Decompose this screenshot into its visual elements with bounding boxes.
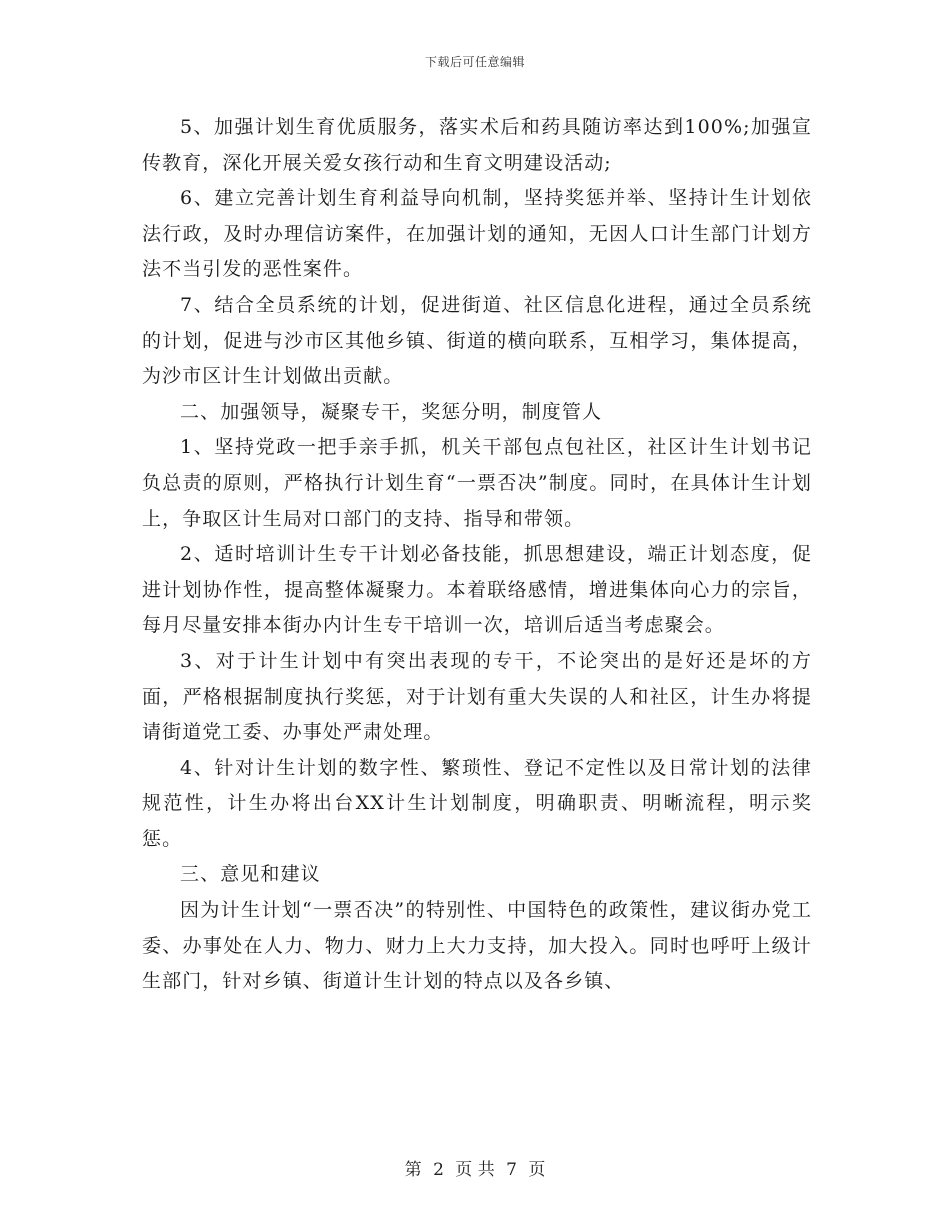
paragraph-section2-item-4: 4、针对计生计划的数字性、繁琐性、登记不定性以及日常计划的法律规范性，计生办将出台XX计生计划制度，明确职责、明晰流程，明示奖惩。 (142, 756, 812, 850)
footer-current-page: 2 (433, 1160, 444, 1180)
section-heading-2: 二、加强领导，凝聚专干，奖惩分明，制度管人 (180, 400, 603, 423)
footer-prefix: 第 (404, 1160, 422, 1180)
paragraph-item-7: 7、结合全员系统的计划，促进街道、社区信息化进程，通过全员系统的计划，促进与沙市区其他乡镇、街道的横向联系，互相学习，集体提高，为沙市区计生计划做出贡献。 (142, 293, 812, 388)
page-header: 下载后可任意编辑 (424, 55, 525, 69)
paragraph-item-5: 5、加强计划生育优质服务，落实术后和药具随访率达到100%;加强宣传教育，深化开展关爱女孩行动和生育文明建设活动; (142, 116, 812, 174)
paragraph-item-6: 6、建立完善计划生育利益导向机制，坚持奖惩并举、坚持计生计划依法行政，及时办理信访案件，在加强计划的通知，无因人口计生部门计划方法不当引发的恶性案件。 (142, 187, 812, 281)
paragraph-section3-body: 因为计生计划“一票否决”的特别性、中国特色的政策性，建议街办党工委、办事处在人力、物力、财力上大力支持，加大投入。同时也呼吁上级计生部门，针对乡镇、街道计生计划的特点以及各乡镇、 (142, 899, 812, 993)
paragraph-section2-item-3: 3、对于计生计划中有突出表现的专干，不论突出的是好还是坏的方面，严格根据制度执行奖惩，对于计划有重大失误的人和社区，计生办将提请街道党工委、办事处严肃处理。 (142, 649, 812, 744)
document-body (142, 110, 812, 1000)
footer-suffix: 页 (528, 1160, 546, 1180)
paragraph-section2-item-2: 2、适时培训计生专干计划必备技能，抓思想建设，端正计划态度，促进计划协作性，提高整体凝聚力。本着联络感情，增进集体向心力的宗旨，每月尽量安排本街办内计生专干培训一次，培训后适当考虑聚会。 (142, 543, 812, 637)
page-footer (0, 1155, 950, 1180)
paragraph-section2-item-1: 1、坚持党政一把手亲手抓，机关干部包点包社区，社区计生计划书记负总责的原则，严格执行计划生育“一票否决”制度。同时，在具体计生计划上，争取区计生局对口部门的支持、指导和带领。 (142, 436, 812, 530)
footer-middle: 页 共 (455, 1160, 495, 1180)
footer-total-pages: 7 (506, 1160, 517, 1180)
section-heading-3: 三、意见和建议 (180, 863, 321, 886)
